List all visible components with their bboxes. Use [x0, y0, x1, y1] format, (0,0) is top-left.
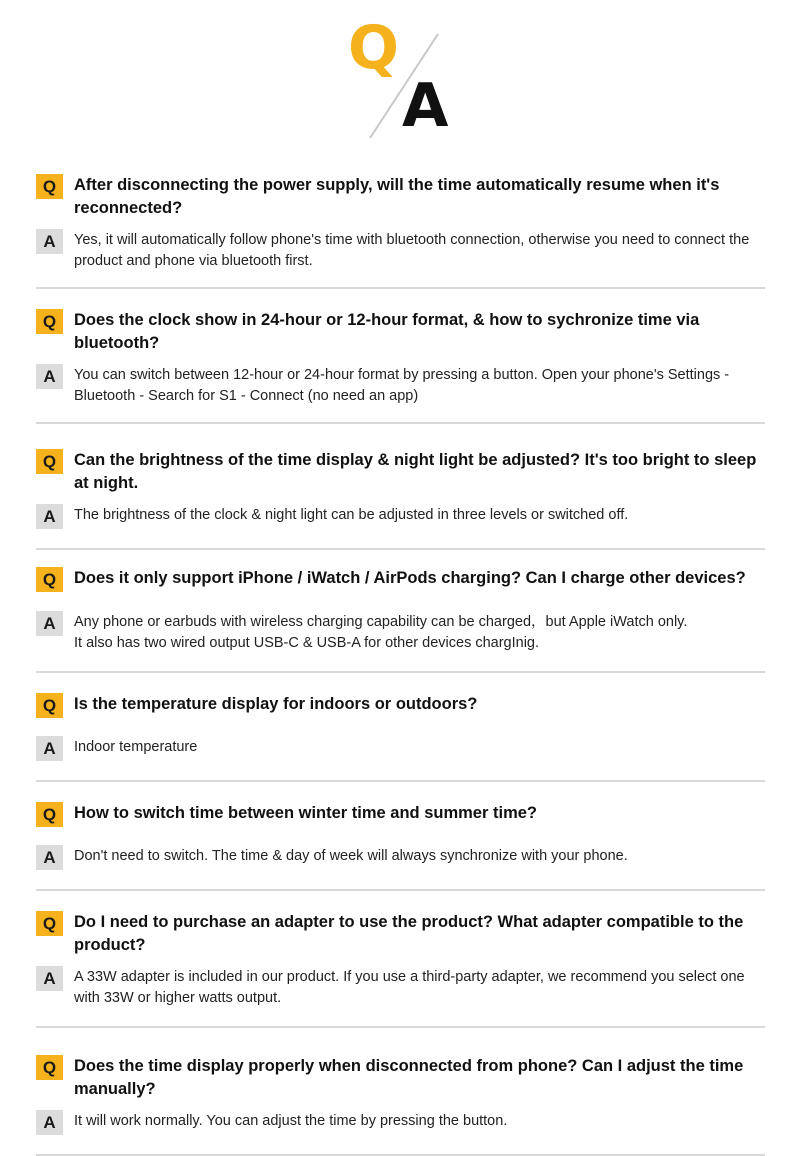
question-text: How to switch time between winter time and summer time? — [74, 804, 537, 822]
question-text: Does the time display properly when disconnected from phone? Can I adjust the time manually? — [74, 1057, 744, 1098]
question-badge: Q — [36, 693, 63, 718]
question-badge: Q — [36, 567, 63, 592]
question-badge: Q — [36, 449, 63, 474]
question-text: Do I need to purchase an adapter to use the product? What adapter compatible to the product? — [74, 913, 744, 954]
answer-badge: A — [36, 364, 63, 389]
answer-badge: A — [36, 611, 63, 636]
question-badge: Q — [36, 911, 63, 936]
answer-badge: A — [36, 966, 63, 991]
faq-item — [36, 782, 765, 891]
faq-item — [36, 289, 765, 424]
logo-a-letter: A — [402, 71, 449, 141]
answer-text: Don't need to switch. The time & day of week will always synchronize with your phone. — [74, 848, 628, 864]
answer-badge: A — [36, 845, 63, 870]
question-text: Does the clock show in 24-hour or 12-hour format, & how to sychronize time via bluetooth? — [74, 311, 700, 352]
faq-list — [36, 172, 765, 1156]
answer-badge: A — [36, 229, 63, 254]
question-badge: Q — [36, 802, 63, 827]
faq-item — [36, 891, 765, 1028]
question-text: Does it only support iPhone / iWatch / AirPods charging? Can I charge other devices? — [74, 569, 746, 587]
question-badge: Q — [36, 309, 63, 334]
question-badge: Q — [36, 174, 63, 199]
faq-item — [36, 673, 765, 782]
answer-text: A 33W adapter is included in our product. If you use a third-party adapter, we recommend you select one with 33W or higher watts output. — [74, 969, 745, 1006]
answer-badge: A — [36, 736, 63, 761]
faq-item — [36, 1028, 765, 1156]
answer-badge: A — [36, 1110, 63, 1135]
question-text: Can the brightness of the time display & night light be adjusted? It's too bright to sleep at night. — [74, 451, 757, 492]
answer-text: You can switch between 12-hour or 24-hour format by pressing a button. Open your phone's Settings - Bluetooth - Search for S1 - Connect (no need an app) — [74, 367, 730, 404]
faq-item — [36, 172, 765, 289]
answer-text: Indoor temperature — [74, 739, 198, 755]
answer-badge: A — [36, 504, 63, 529]
faq-item — [36, 550, 765, 673]
question-text: After disconnecting the power supply, will the time automatically resume when it's reconnected? — [74, 176, 720, 217]
answer-text: Yes, it will automatically follow phone's time with bluetooth connection, otherwise you need to connect the product and phone via bluetooth first. — [74, 232, 750, 269]
answer-text-line-2: It also has two wired output USB-C & USB-A for other devices chargInig. — [74, 635, 540, 651]
answer-text-line-1: Any phone or earbuds with wireless charging capability can be charged，but Apple iWatch only. — [74, 614, 688, 630]
question-text: Is the temperature display for indoors or outdoors? — [74, 695, 478, 713]
question-badge: Q — [36, 1055, 63, 1080]
faq-item — [36, 424, 765, 550]
logo-q-letter: Q — [348, 13, 400, 83]
qa-logo — [340, 13, 460, 144]
answer-text: The brightness of the clock & night light can be adjusted in three levels or switched off. — [74, 507, 629, 523]
answer-text: It will work normally. You can adjust the time by pressing the button. — [74, 1113, 508, 1129]
